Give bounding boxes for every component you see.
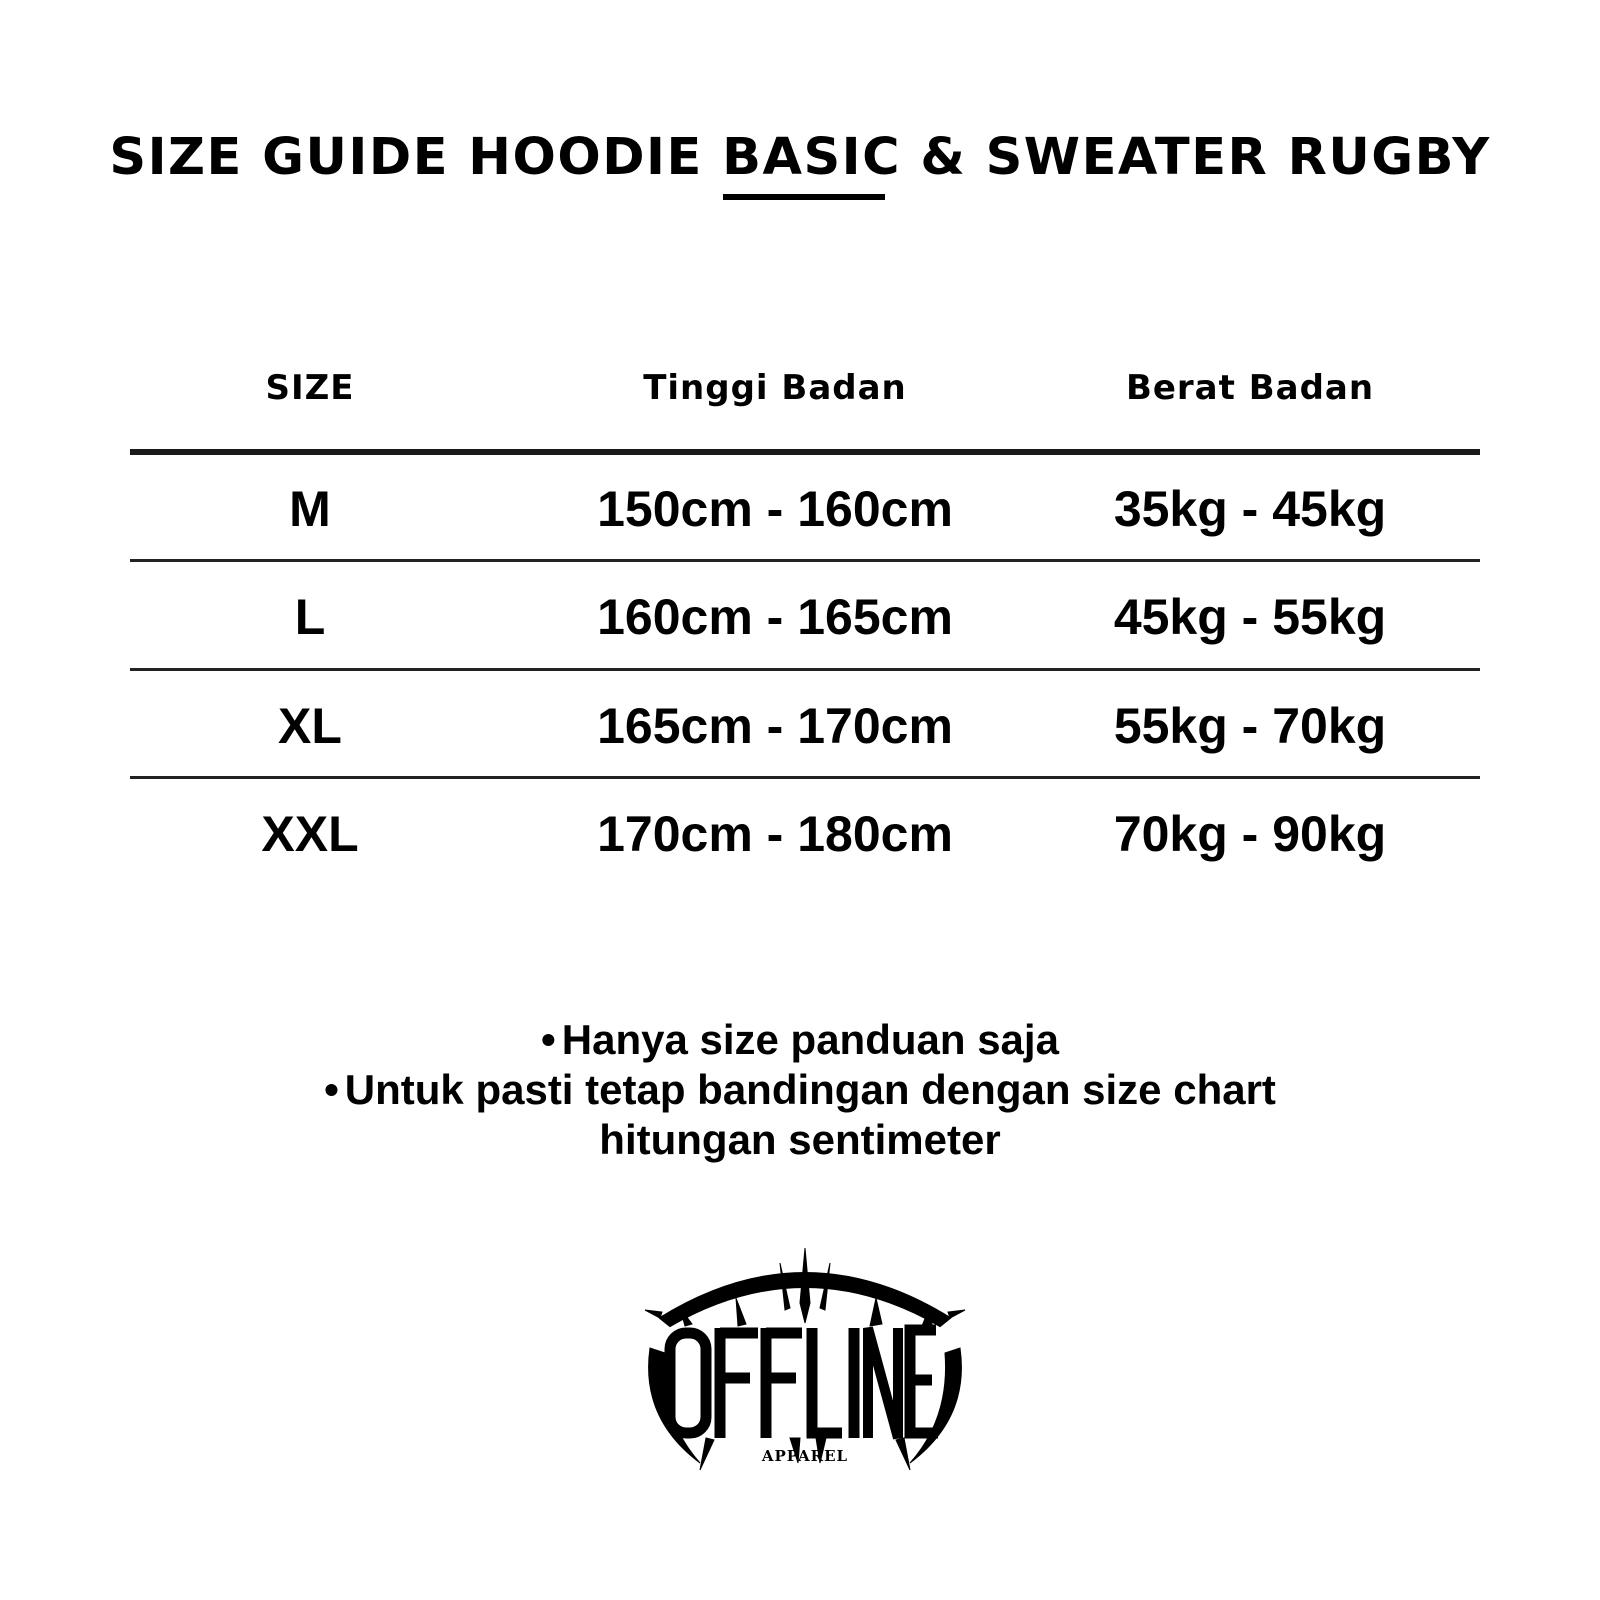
note-line [0,1115,1600,1165]
header-size: SIZE [265,368,355,408]
note-text: hitungan sentimeter [599,1116,1001,1163]
logo-subtitle: APPAREL [761,1447,849,1465]
size-cell: XXL [261,806,359,862]
title-underlined-word: BASIC [722,128,902,187]
height-cell: 170cm - 180cm [597,806,953,862]
header-height: Tinggi Badan [643,368,907,408]
height-cell: 165cm - 170cm [597,698,953,754]
note-line [0,1065,1600,1115]
weight-cell: 45kg - 55kg [1113,589,1387,645]
note-text: Untuk pasti tetap bandingan dengan size chart [344,1066,1276,1113]
table-row [0,780,1600,888]
bullet-icon: • [541,1016,556,1063]
size-cell: XL [278,698,342,754]
height-cell: 160cm - 165cm [597,589,953,645]
title-suffix: & SWEATER RUGBY [901,128,1491,187]
height-cell: 150cm - 160cm [597,481,953,537]
table-row [0,455,1600,563]
table-row [0,563,1600,671]
row-divider [130,668,1480,671]
table-header [0,368,1600,414]
title-underline [723,194,885,200]
weight-cell: 55kg - 70kg [1113,698,1387,754]
size-cell: L [294,589,326,645]
row-divider [130,776,1480,779]
table-row [0,672,1600,780]
brand-logo [640,1248,970,1478]
weight-cell: 35kg - 45kg [1113,481,1387,537]
header-weight: Berat Badan [1125,368,1375,408]
page-title [0,128,1600,188]
notes [0,1015,1600,1165]
note-text: Hanya size panduan saja [561,1016,1059,1063]
title-prefix: SIZE GUIDE HOODIE [109,128,723,187]
weight-cell: 70kg - 90kg [1113,806,1387,862]
row-divider [130,559,1480,562]
bullet-icon: • [324,1066,339,1113]
size-cell: M [289,481,331,537]
note-line [0,1015,1600,1065]
